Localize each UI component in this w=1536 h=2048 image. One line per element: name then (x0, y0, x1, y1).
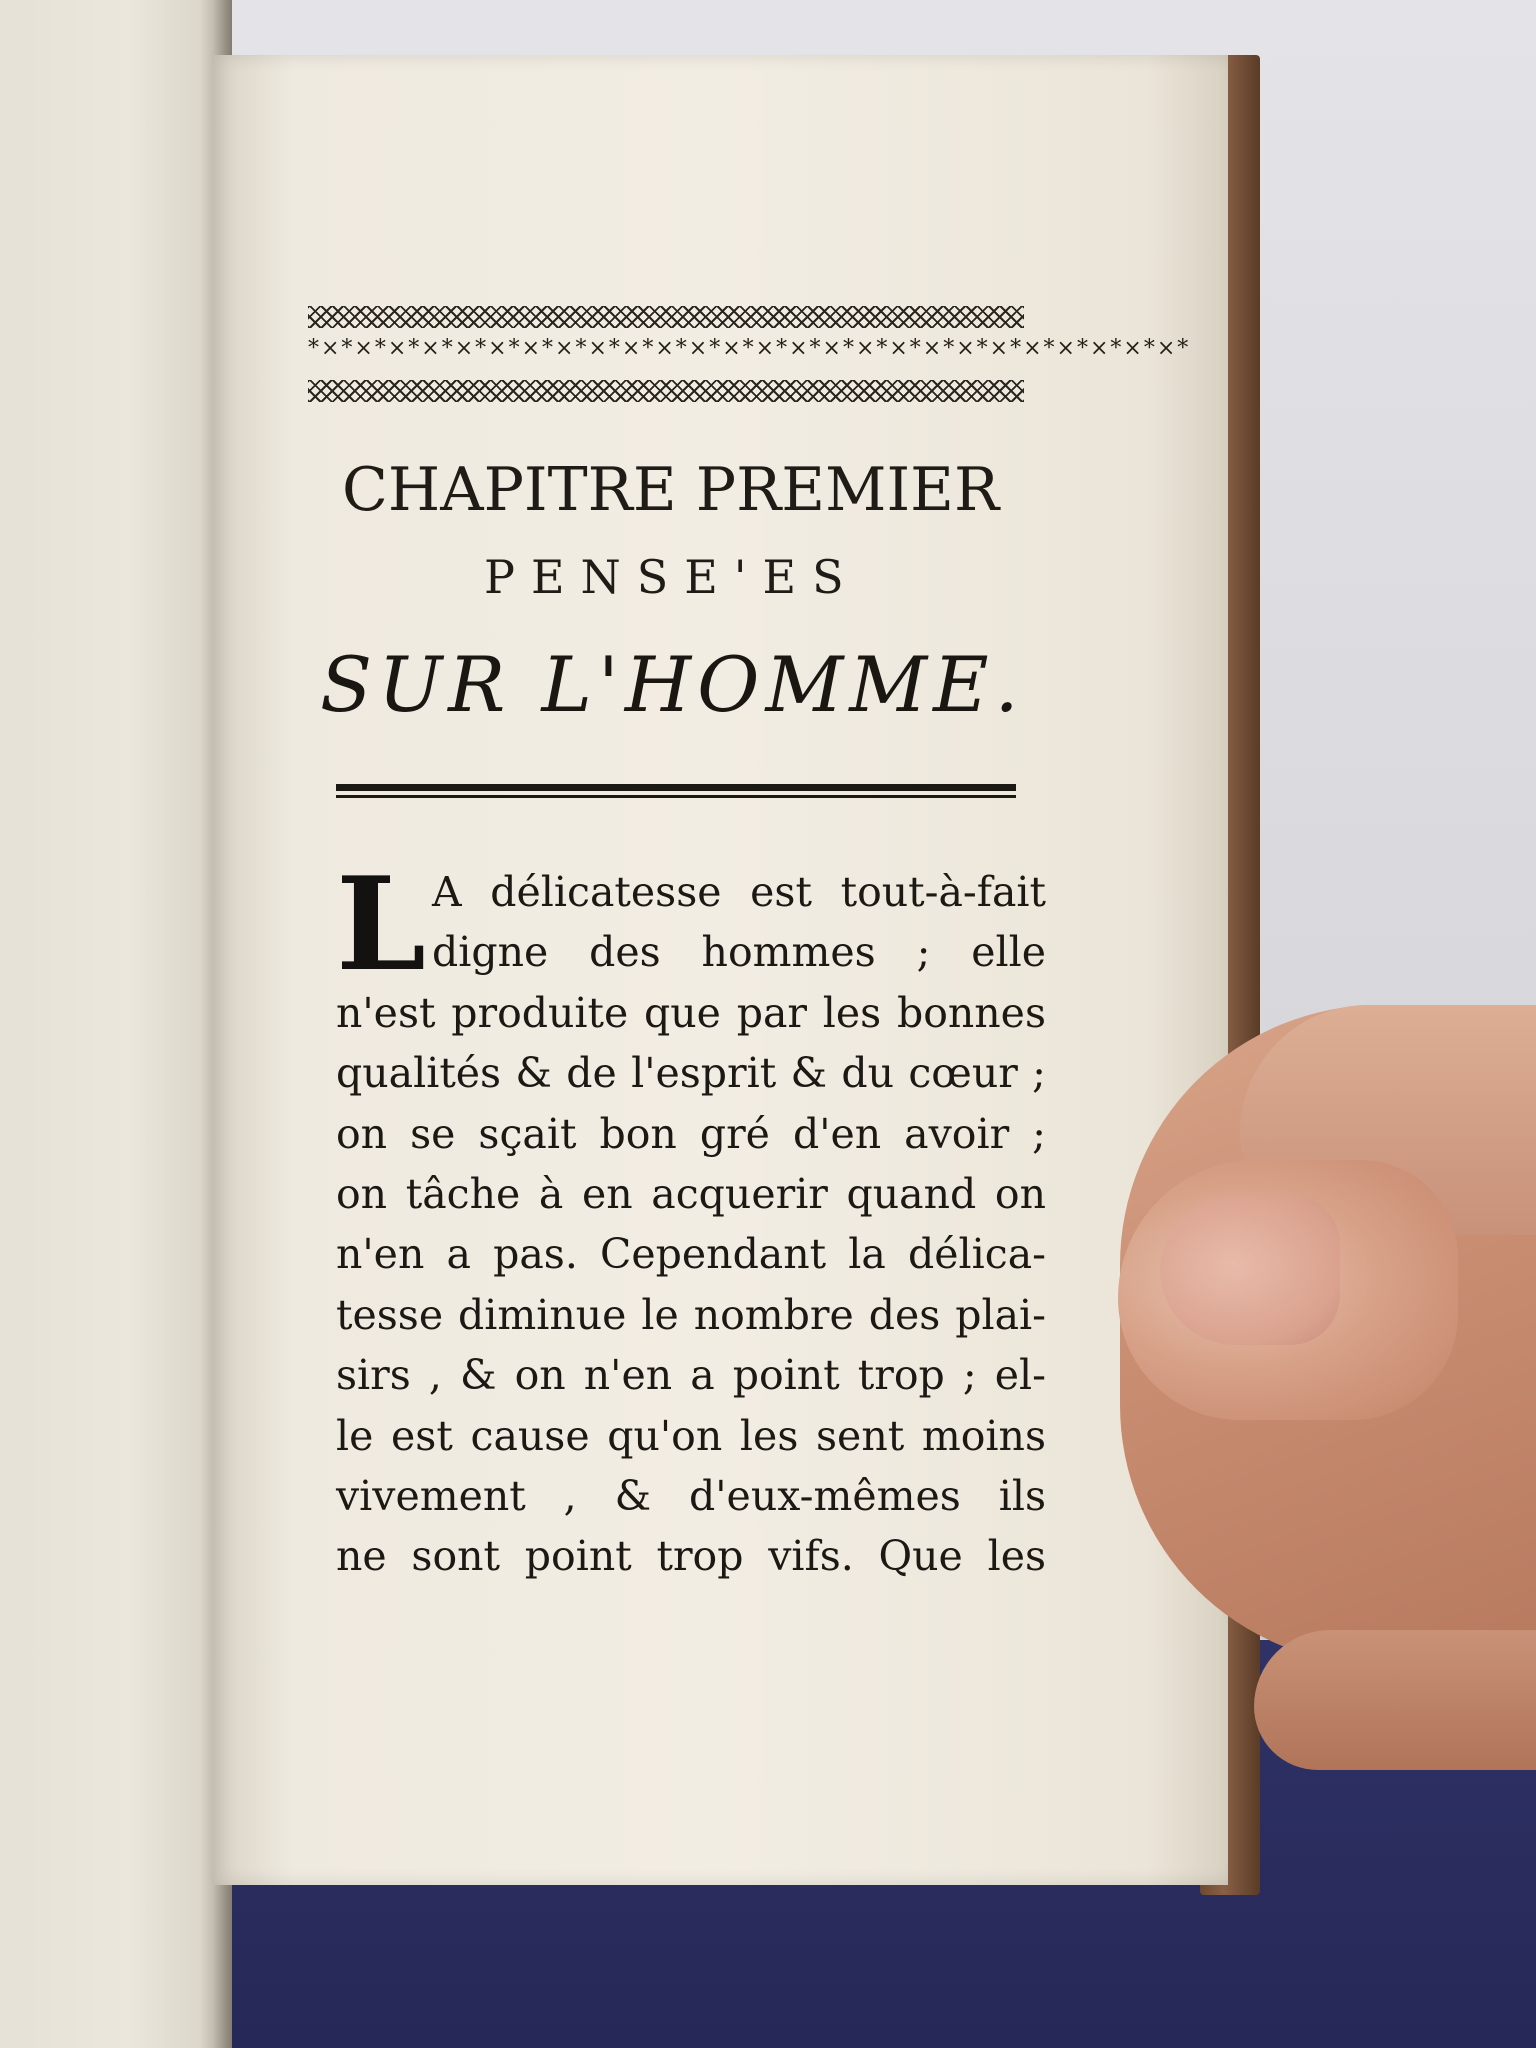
body-line: digne des hommes ; elle (432, 928, 1046, 977)
body-line: A délicatesse est tout-à-fait (432, 868, 1046, 916)
subtitle: PENSE'ES (484, 550, 860, 604)
body-line: sirs , & on n'en a point trop ; el- (336, 1351, 1046, 1400)
double-rule-thin (336, 795, 1016, 798)
left-page (0, 0, 232, 2048)
body-line: on se sçait bon gré d'en avoir ; (336, 1109, 1046, 1158)
body-line: n'en a pas. Cependant la délica- (336, 1230, 1046, 1279)
thumbnail (1160, 1195, 1340, 1345)
ornament-band-top (308, 306, 1024, 328)
body-line: n'est produite que par les bonnes (336, 988, 1046, 1037)
body-line: tesse diminue le nombre des plai- (336, 1290, 1046, 1339)
body-text (336, 850, 1046, 1587)
body-line: vivement , & d'eux-mêmes ils (336, 1471, 1046, 1520)
drop-cap: L (336, 850, 426, 1000)
double-rule-thick (336, 784, 1016, 791)
body-line: ne sont point trop vifs. Que les (336, 1532, 1046, 1581)
body-line: on tâche à en acquerir quand on (336, 1169, 1046, 1218)
body-line: qualités & de l'esprit & du cœur ; (336, 1049, 1046, 1098)
body-line: le est cause qu'on les sent moins (336, 1411, 1046, 1460)
ornament-band-bottom (308, 380, 1024, 402)
chapter-title: CHAPITRE PREMIER (342, 455, 1000, 525)
main-title: SUR L'HOMME. (320, 640, 1025, 729)
lower-finger (1254, 1630, 1536, 1770)
ornament-stars: *×*×*×*×*×*×*×*×*×*×*×*×*×*×*×*×*×*×*×*×*×*×*×*×*×*×* (308, 336, 1191, 361)
